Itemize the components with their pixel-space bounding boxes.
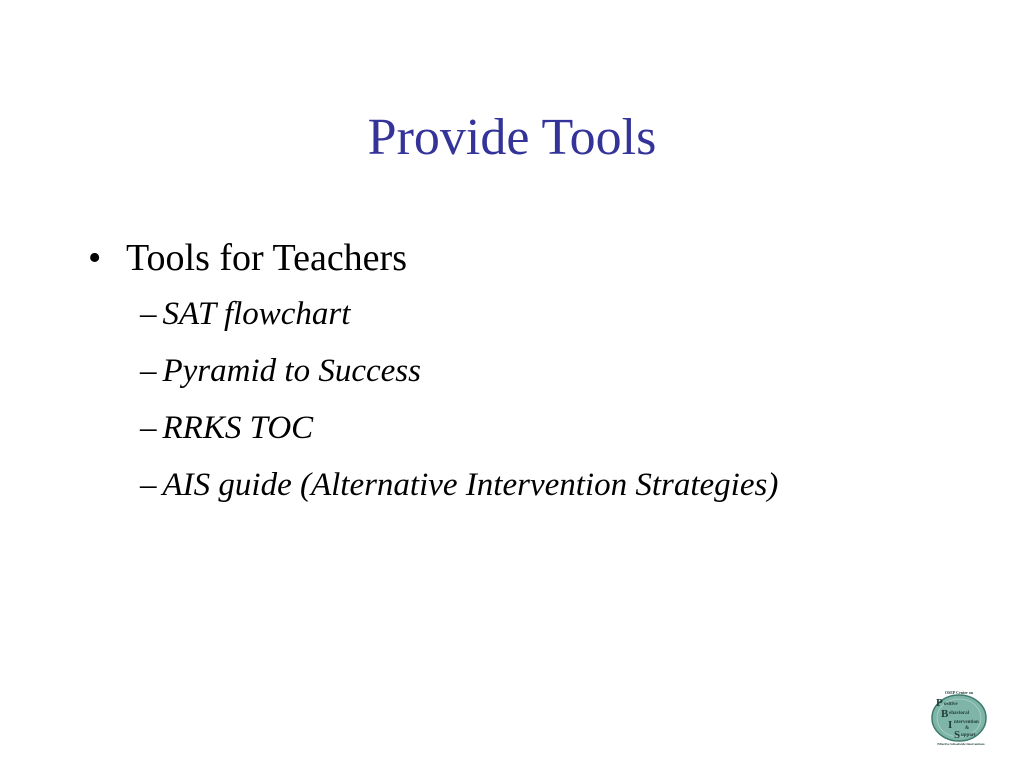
- sub-item-pyramid-to-success: [140, 343, 778, 400]
- sub-item-ais-guide: [140, 457, 778, 514]
- sub-item-label: AIS guide (Alternative Intervention Strategies): [162, 467, 779, 503]
- logo-line-2: ehavioral: [949, 711, 969, 716]
- logo-line-3: ntervention: [954, 720, 979, 725]
- sub-item-sat-flowchart: [140, 286, 778, 343]
- sub-item-label: Pyramid to Success: [162, 353, 421, 389]
- logo-initial-i: I: [948, 719, 953, 731]
- sub-list: [88, 286, 778, 514]
- slide-title: Provide Tools: [367, 109, 657, 166]
- dash-icon: –: [140, 410, 157, 446]
- logo-initial-p: P: [936, 697, 943, 709]
- list-item-tools-for-teachers: [88, 230, 778, 514]
- logo-line-1: ositive: [944, 702, 958, 707]
- pbis-logo-icon: [928, 690, 994, 746]
- sub-item-label: SAT flowchart: [162, 296, 351, 332]
- logo-line-4: &: [965, 726, 970, 731]
- bullet-list: [88, 230, 778, 514]
- logo-header-text: OSEP Center on: [944, 690, 974, 695]
- sub-item-label: RRKS TOC: [162, 410, 314, 446]
- logo-line-5: upport: [961, 733, 976, 738]
- sub-item-rrks-toc: [140, 400, 778, 457]
- logo-initial-s: S: [954, 729, 961, 741]
- dash-icon: –: [140, 296, 157, 332]
- bullet-icon: •: [88, 237, 102, 279]
- logo-footer-text: Effective Schoolwide Interventions: [937, 742, 985, 746]
- dash-icon: –: [140, 353, 157, 389]
- list-item-label: Tools for Teachers: [126, 237, 407, 279]
- logo-initial-b: B: [941, 708, 949, 720]
- dash-icon: –: [140, 467, 157, 503]
